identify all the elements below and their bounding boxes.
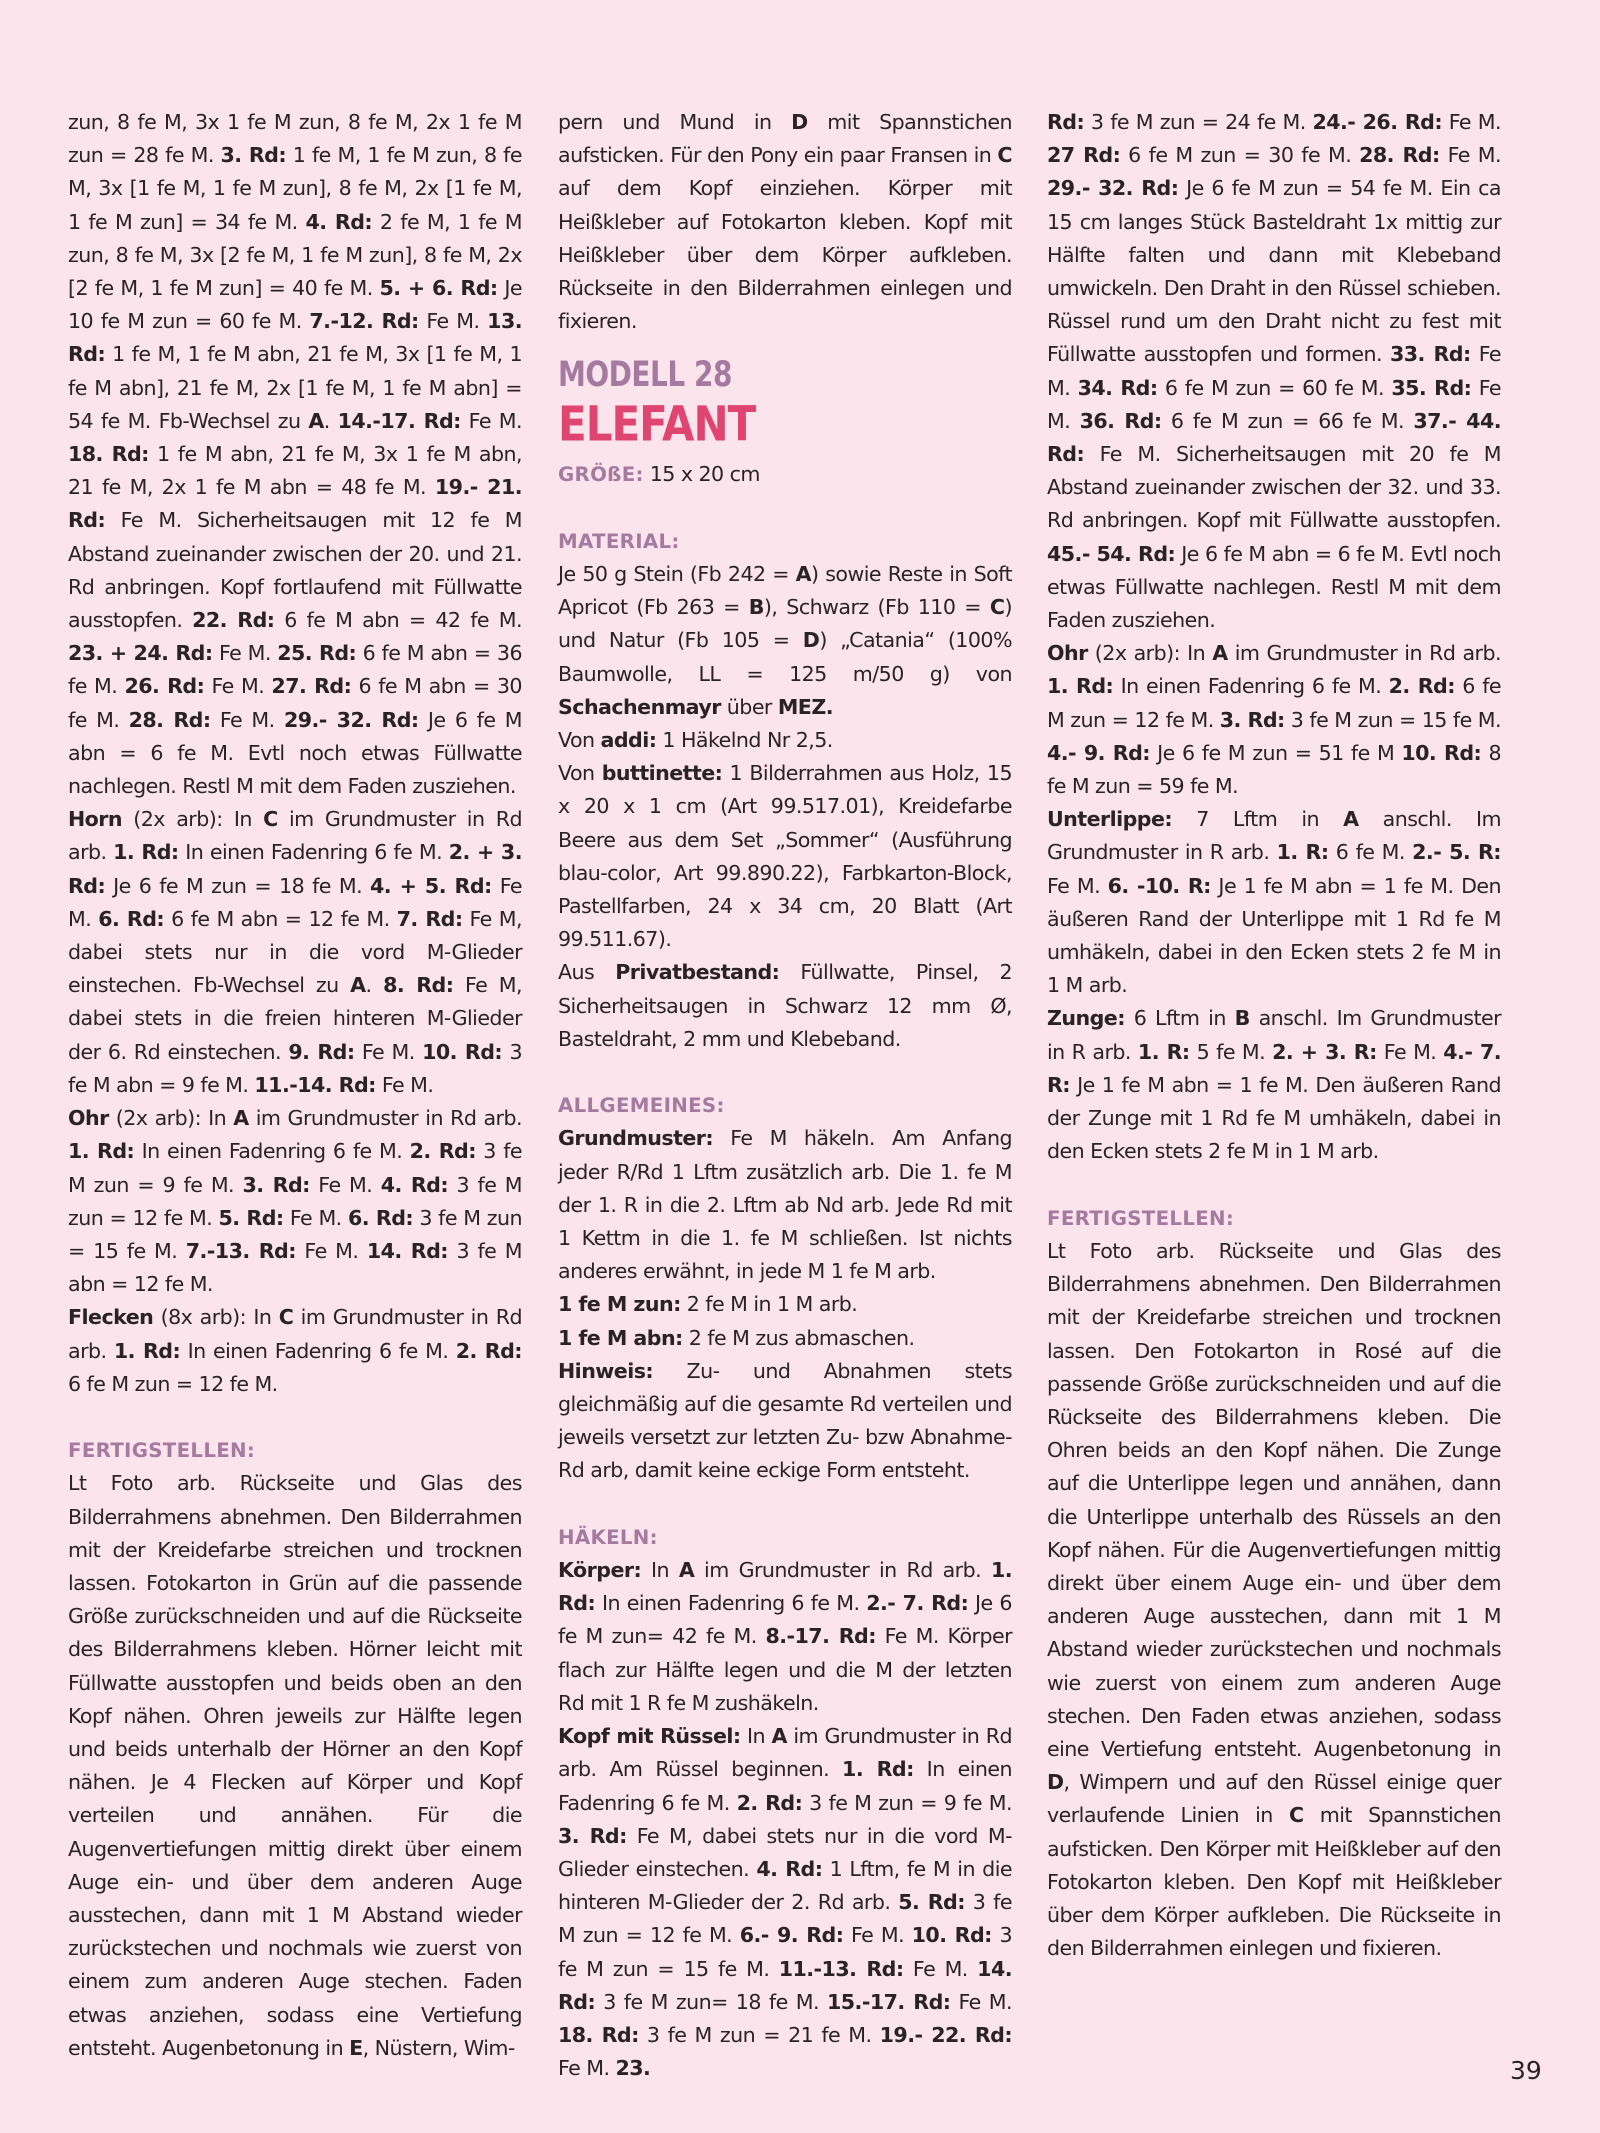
text-run: Fe M. [295,1238,367,1263]
bold-label: A [678,1558,695,1583]
bold-label: 19.- 21. Rd: [68,475,523,533]
bold-label: 1. R: [1276,840,1329,865]
text-run: Fe M. [1047,375,1501,433]
bold-label: 5. Rd: [898,1890,965,1915]
bold-label: 28. Rd: [128,707,211,732]
text-run: 7 Lftm in [1172,807,1344,832]
text-run: 1 Lftm, fe M in die hinteren M-Glieder der 2. Rd arb. [558,1856,1012,1915]
text-run: . [365,973,384,998]
text-run: 6 fe M abn = 12 fe M. [164,906,397,931]
text-run: 6 fe M zun = 30 fe M. [1120,143,1360,168]
bold-label: Körper: [558,1558,642,1583]
bold-label: 10. Rd: [422,1039,503,1064]
text-run: 1 Häkelnd Nr 2,5. [656,728,833,753]
text-run: 6 fe M abn = 36 fe M. [68,641,522,699]
text-run: , Wimpern und auf den Rüssel einige quer verlaufende Linien in [1047,1770,1501,1828]
text-run: über [720,694,778,719]
text-run: In einen Fadenring 6 fe M. [558,1757,1013,1815]
text-run: 2 fe M zus abmaschen. [682,1325,915,1350]
paragraph-material-hook [558,724,1012,757]
text-run: 8 fe M zun = 59 fe M. [1047,740,1501,799]
bold-label: 6. Rd: [347,1205,414,1230]
bold-label: 2.- 7. Rd: [866,1591,969,1616]
text-run: . [323,408,338,433]
text-run: 6 fe M abn = 30 fe M. [68,674,522,732]
bold-label: 14.-17. Rd: [337,408,461,433]
text-run: ) sowie Reste in Soft Apricot (Fb 263 = [558,562,1013,620]
text-run: In [740,1724,772,1749]
bold-label: 7.-13. Rd: [185,1238,296,1263]
bold-label: 2. Rd: [736,1790,803,1815]
bold-label: 1. Rd: [68,1139,135,1164]
text-run: Von [558,761,602,786]
bold-label: 1. Rd: [113,840,179,865]
bold-label: 2.- 5. R: [1412,840,1501,865]
bold-label: D [802,628,820,653]
text-run: Je 1 fe M abn = 1 fe M. Den äußeren Rand der Unterlippe mit 1 Rd fe M umhäkeln, dabei in den Ecken stets 2 fe M in 1 M arb. [1047,873,1502,998]
text-run: Fe M. Sicherheitsaugen mit 20 fe M Abstand zueinander zwischen der 32. und 33. Rd anbringen. Kopf mit Füllwatte ausstopfen. [1047,442,1501,533]
section-heading-crochet: HÄKELN: [558,1525,658,1549]
text-run: anschl. Im Grundmuster in R arb. [1047,1006,1501,1064]
text-run: 3 fe M zun = 9 fe M. [68,1139,523,1197]
bold-label: 25. Rd: [277,641,357,666]
bold-label: 18. Rd: [558,2022,639,2047]
text-run: mit Spannstichen aufsticken. Den Körper mit Heißkleber auf den Fotokarton kleben. Den Kopf mit Heißkleber über dem Körper aufkleben. Die Rückseite in den Bilderrahmen einlegen und fixieren. [1047,1803,1502,1961]
bold-label: 4. Rd: [305,209,373,234]
text-run: 5 fe M. [1189,1039,1273,1064]
text-run: Fe M. [283,1205,348,1230]
text-run: Lt Foto arb. Rückseite und Glas des Bilderrahmens abnehmen. Den Bilderrahmen mit der Kreidefarbe streichen und trocknen lassen. Fotokarton in Grün auf die passende Größe zurückschneiden und auf die Rückseite des Bilderrahmens kleben. Hörner leicht mit Füllwatte ausstopfen und beids oben an den Kopf nähen. Ohren jeweils zur Hälfte legen und beids unterhalb der Hörner an den Kopf nähen. Je 4 Flecken auf Körper und Kopf verteilen und annähen. Für die Augenvertiefungen mittig direkt über einem Auge ein- und über dem anderen Auge ausstechen, dann mit 1 M Abstand wieder zurückstechen und nochmals wie zuerst von einem zum anderen Auge stechen. Faden etwas anziehen, sodass eine Vertiefung entsteht. Augenbetonung in [68,1471,522,2060]
paragraph-material-yarn [558,558,1012,724]
paragraph-continuation [558,106,1012,338]
text-column-2 [558,106,1012,2085]
text-run: Je 6 fe M zun = 18 fe M. [105,873,371,898]
bold-label: 11.-13. Rd: [778,1956,904,1981]
text-run: ) und Natur (Fb 105 = [558,595,1012,653]
section-heading-material: MATERIAL: [558,529,680,553]
bold-label: 5. Rd: [218,1205,284,1230]
text-run: In einen Fadenring 6 fe M. [180,1338,456,1363]
text-run: Fe M. [210,707,284,732]
bold-label: Kopf mit Rüssel: [558,1724,741,1749]
text-run: zun, 8 fe M, 3x 1 fe M zun, 8 fe M, 2x 1 fe M zun = 28 fe M. [68,110,522,168]
text-run: Fe M. Sicherheitsaugen mit 12 fe M Abstand zueinander zwischen der 20. und 21. Rd anbringen. Kopf fortlaufend mit Füllwatte ausstopfen. [68,508,522,633]
bold-label: 34. Rd: [1077,375,1158,400]
paragraph-increase [558,1288,1012,1321]
text-column-1 [68,106,522,2065]
paragraph-spots [68,1301,522,1401]
bold-label: A [795,562,812,587]
text-run: Fe M. [1376,1039,1444,1064]
bold-label: 35. Rd: [1391,375,1472,400]
text-run: Fe M. Körper flach zur Hälfte legen und die M der letzten Rd mit 1 R fe M zushäkeln. [558,1624,1013,1715]
text-run: Fe M. [843,1923,912,1948]
bold-label: 24.- 26. Rd: [1312,110,1443,134]
bold-label: C [989,595,1005,620]
text-run: 1 fe M, 1 fe M abn, 21 fe M, 3x [1 fe M, 1 fe M abn], 21 fe M, 2x [1 fe M, 1 fe M abn] = 54 fe M. Fb-Wechsel zu [68,342,522,433]
bold-label: D [1047,1770,1064,1795]
bold-label: 1. R: [1137,1039,1190,1064]
size-label: GRÖßE: [558,463,644,487]
bold-label: 2. + 3. R: [1272,1039,1377,1064]
text-run: (2x arb): In [1087,641,1213,666]
bold-label: 27 Rd: [1047,143,1121,168]
bold-label: Grundmuster: [558,1126,714,1151]
bold-label: Privatbestand: [615,960,780,985]
text-run: im Grundmuster in Rd arb. [694,1558,991,1583]
text-run: Füllwatte, Pinsel, 2 Sicherheitsaugen in Schwarz 12 mm Ø, Basteldraht, 2 mm und Klebeband. [558,960,1013,1051]
text-run: 1 fe M, 1 fe M zun, 8 fe M, 3x [1 fe M, 1 fe M zun], 8 fe M, 2x [1 fe M, 1 fe M zun] = 34 fe M. [68,143,522,234]
bold-label: 14. Rd: [366,1238,448,1263]
text-column-3 [1047,106,1501,1965]
bold-label: 8.-17. Rd: [765,1624,876,1649]
bold-label: 2. Rd: [1388,674,1455,699]
bold-label: 4.- 7. R: [1047,1039,1501,1097]
bold-label: C [997,143,1012,168]
bold-label: 7.-12. Rd: [309,309,419,334]
text-run: Je 6 fe M abn = 6 fe M. Evtl noch etwas Füllwatte nachlegen. Restl M mit dem Faden zusziehen. [1047,541,1501,633]
text-run: In einen Fadenring 6 fe M. [595,1591,867,1616]
bold-label: 1. Rd: [113,1338,181,1363]
bold-label: Hinweis: [558,1358,654,1383]
bold-label: 29.- 32. Rd: [283,707,419,732]
bold-label: 19.- 22. Rd: [879,2022,1013,2047]
bold-label: 5. + 6. Rd: [379,276,498,301]
bold-label: Ohr [68,1106,109,1131]
text-run: im Grundmuster in Rd arb. [1227,641,1501,666]
paragraph-body [558,1554,1012,1720]
text-run: ) „Catania“ (100% Baumwolle, LL = 125 m/50 g) von [558,628,1012,686]
size-value: 15 x 20 cm [643,462,760,487]
bold-label: D [791,110,808,134]
text-run: 3 fe M zun = 15 fe M. [1284,707,1502,732]
bold-label: MEZ. [777,694,833,719]
bold-label: 23. + 24. Rd: [68,641,213,666]
text-run: Je 10 fe M zun = 60 fe M. [68,276,523,334]
section-heading-finishing: FERTIGSTELLEN: [68,1439,256,1463]
paragraph-head-trunk [558,1720,1012,2085]
bold-label: 2. Rd: [455,1338,522,1363]
text-run: im Grundmuster in Rd arb. [68,807,522,865]
text-run: Lt Foto arb. Rückseite und Glas des Bilderrahmens abnehmen. Den Bilderrahmen mit der Kreidefarbe streichen und trocknen lassen. Den Fotokarton in Rosé auf die passende Größe zurückschneiden und auf die Rückseite des Bilderrahmens kleben. Die Ohren beids an den Kopf nähen. Die Zunge auf die Unterlippe legen und annähen, dann die Unterlippe unterhalb des Rüssels an den Kopf nähen. Für die Augenvertiefungen mittig direkt über einem Auge ein- und über dem anderen Auge ausstechen, dann mit 1 M Abstand wieder zurückstechen und nochmals wie zuerst von einem zum anderen Auge stechen. Den Faden etwas anziehen, sodass eine Vertiefung entsteht. Augenbetonung in [1047,1238,1501,1761]
paragraph-head-continuation [1047,106,1501,637]
model-number-label: MODELL 28 [558,353,732,395]
bold-label: Schachenmayr [558,694,721,719]
text-run: Fe M. [903,1956,978,1981]
bold-label: 4. Rd: [380,1172,449,1197]
text-run: 3 fe M abn = 12 fe M. [68,1238,522,1297]
text-run: Fe M. [1439,143,1501,168]
bold-label: Horn [68,807,123,832]
bold-label: 2. Rd: [409,1139,476,1164]
text-run: im Grundmuster in Rd arb. Am Rüssel beginnen. [558,1724,1012,1782]
text-run: 3 fe M zun = 12 fe M. [558,1890,1012,1948]
text-run: (2x arb): In [122,807,264,832]
bold-label: 33. Rd: [1390,342,1471,367]
text-run: im Grundmuster in Rd arb. [68,1305,522,1363]
text-run: Fe M. [1442,110,1501,134]
page-number: 39 [1510,2056,1542,2085]
bold-label: 3. Rd: [242,1172,310,1197]
bold-label: 4. Rd: [756,1856,823,1881]
paragraph-finishing [68,1467,522,2065]
text-run: Fe M. [375,1072,434,1097]
bold-label: 1 fe M zun: [558,1292,681,1317]
bold-label: 3. Rd: [558,1823,627,1848]
text-run: Fe M. [1047,873,1108,898]
text-run: Zu- und Abnahmen stets gleichmäßig auf die gesamte Rd verteilen und jeweils versetzt zur letzten Zu- bzw Abnahme-Rd arb, damit keine eckige Form entsteht. [558,1358,1012,1483]
text-run: In einen Fadenring 6 fe M. [134,1139,410,1164]
text-run: (2x arb): In [108,1106,234,1131]
text-run: 3 fe M zun = 15 fe M. [558,1923,1012,1981]
bold-label: B [1234,1006,1250,1031]
text-run: 6 fe M zun = 66 fe M. [1161,408,1414,433]
bold-label: C [263,807,278,832]
bold-label: A [233,1106,249,1131]
bold-label: 3. Rd: [1219,707,1285,732]
bold-label: 9. Rd: [288,1039,355,1064]
bold-label: addi: [600,728,657,753]
bold-label: 6. -10. R: [1107,873,1211,898]
text-run: Fe M. [460,408,523,433]
bold-label: B [748,595,764,620]
bold-label: 3. Rd: [220,143,287,168]
bold-label: 4.- 9. Rd: [1047,740,1150,765]
bold-label: 27. Rd: [271,674,352,699]
bold-label: A [1343,807,1359,832]
text-run: 1 fe M abn, 21 fe M, 3x 1 fe M abn, 21 fe M, 2x 1 fe M abn = 48 fe M. [68,442,522,500]
bold-label: 10. Rd: [1401,740,1482,765]
paragraph-ear [68,1102,522,1301]
bold-label: buttinette: [601,761,723,786]
bold-label: Unterlippe: [1047,807,1173,832]
paragraph-ear [1047,637,1501,803]
text-run: In einen Fadenring 6 fe M. [178,840,449,865]
paragraph-finishing [1047,1235,1501,1965]
paragraph-horn [68,803,522,1102]
paragraph-material-private [558,956,1012,1056]
text-run: Fe M. [950,1989,1012,2014]
bold-label: 6. Rd: [98,906,165,931]
bold-label: 36. Rd: [1079,408,1162,433]
paragraph-head-continuation [68,106,522,803]
bold-label: A [1212,641,1228,666]
text-run: Fe M, dabei stets nur in die vord M-Glieder einstechen. [558,1823,1012,1881]
text-run: Je 6 fe M zun= 42 fe M. [558,1591,1012,1649]
bold-label: 23. [615,2056,651,2081]
bold-label: 11.-14. Rd: [254,1072,376,1097]
text-run: Fe M. [212,641,278,666]
bold-label: 1. Rd: [842,1757,914,1782]
text-run: 6 fe M zun = 12 fe M. [68,1371,278,1396]
text-run: Je 6 fe M zun = 54 fe M. Ein ca 15 cm langes Stück Basteldraht 1x mittig zur Hälfte falten und dann mit Klebeband umwickeln. Den Draht in den Rüssel schieben. Rüssel rund um den Draht nicht zu fest mit Füllwatte ausstopfen und formen. [1047,176,1501,367]
text-run: 2 fe M in 1 M arb. [680,1292,858,1317]
text-run: 2 fe M, 1 fe M zun, 8 fe M, 3x [2 fe M, 1 fe M zun], 8 fe M, 2x [2 fe M, 1 fe M zun] = 40 fe M. [68,209,523,301]
bold-label: Rd: [1047,110,1085,134]
text-run: 3 fe M zun = 21 fe M. [638,2022,880,2047]
bold-label: 28. Rd: [1359,143,1440,168]
bold-label: 13. Rd: [68,309,523,367]
text-run: Fe M. [1047,342,1502,400]
text-run: anschl. Im Grundmuster in R arb. [1047,807,1501,865]
paragraph-basic-pattern [558,1122,1012,1288]
text-run: 3 fe M zun = 15 fe M. [68,1205,523,1263]
paragraph-note [558,1355,1012,1488]
text-run: Je 6 fe M zun = 51 fe M [1149,740,1402,765]
paragraph-decrease [558,1322,1012,1355]
bold-label: 1. Rd: [1047,674,1114,699]
bold-label: A [771,1724,787,1749]
model-title: ELEFANT [558,396,756,453]
text-run: In [641,1558,679,1583]
text-run: Fe M. [309,1172,381,1197]
text-run: 6 fe M zun = 12 fe M. [1047,674,1502,732]
text-run: Fe M, dabei stets in die freien hinteren M-Glieder der 6. Rd einstechen. [68,973,522,1064]
bold-label: Zunge: [1047,1006,1125,1031]
text-run: Je 1 fe M abn = 1 fe M. Den äußeren Rand der Zunge mit 1 Rd fe M umhäkeln, dabei in den Ecken stets 2 fe M in 1 M arb. [1047,1072,1501,1164]
text-run: 3 fe M zun= 18 fe M. [595,1989,827,2014]
bold-label: 4. + 5. Rd: [370,873,492,898]
size-line [558,458,1012,491]
bold-label: Ohr [1047,641,1088,666]
bold-label: Flecken [68,1305,154,1330]
bold-label: 22. Rd: [192,608,275,633]
bold-label: 10. Rd: [911,1923,992,1948]
text-run: Fe M. [558,2056,616,2081]
bold-label: 14. Rd: [558,1956,1013,2014]
text-run: Von [558,728,601,753]
bold-label: 18. Rd: [68,442,149,467]
text-run: Fe M. [354,1039,423,1064]
section-heading-general: ALLGEMEINES: [558,1094,725,1118]
text-run: pern und Mund in [558,110,792,134]
text-run: ), Schwarz (Fb 110 = [763,595,990,620]
text-run: Fe M. [418,309,488,334]
paragraph-lower-lip [1047,803,1501,1002]
text-run: 3 fe M zun = 12 fe M. [68,1172,523,1230]
bold-label: C [278,1305,294,1330]
bold-label: 2. + 3. Rd: [68,840,522,898]
text-run: auf dem Kopf einziehen. Körper mit Heißkleber auf Fotokarton kleben. Kopf mit Heißkleber über dem Körper aufkleben. Rückseite in den Bilderrahmen einlegen und fixieren. [558,176,1012,334]
text-run: , Nüstern, Wim- [362,2035,515,2060]
text-run: 6 Lftm in [1124,1006,1235,1031]
text-run: 6 fe M. [1328,840,1413,865]
bold-label: 26. Rd: [124,674,205,699]
bold-label: 29.- 32. Rd: [1047,176,1179,201]
text-run: 3 fe M zun = 9 fe M. [802,1790,1012,1815]
bold-label: 37.- 44. Rd: [1047,408,1502,467]
bold-label: 45.- 54. Rd: [1047,541,1176,566]
bold-label: 1. Rd: [558,1558,1012,1616]
bold-label: A [308,408,324,433]
text-run: 6 fe M zun = 60 fe M. [1157,375,1392,400]
bold-label: C [1288,1803,1304,1828]
text-run: im Grundmuster in Rd arb. [248,1106,522,1131]
text-run: Aus [558,960,616,985]
bold-label: 6.- 9. Rd: [739,1923,844,1948]
bold-label: E [349,2035,363,2060]
bold-label: 15.-17. Rd: [826,1989,951,2014]
text-run: Je 50 g Stein (Fb 242 = [558,562,796,587]
text-run: Fe M, dabei stets nur in die vord M-Glieder einstechen. Fb-Wechsel zu [68,906,523,998]
text-run: Je 6 fe M abn = 6 fe M. Evtl noch etwas Füllwatte nachlegen. Restl M mit dem Faden zusziehen. [68,707,522,799]
text-run: Fe M häkeln. Am Anfang jeder R/Rd 1 Lftm zusätzlich arb. Die 1. fe M der 1. R in die 2. Lftm ab Nd arb. Jede Rd mit 1 Kettm in die 1. fe M schließen. Ist nichts anderes erwähnt, in jede M 1 fe M arb. [558,1126,1012,1284]
text-run: (8x arb): In [153,1305,279,1330]
text-run: Fe M. [68,873,522,931]
paragraph-material-frame [558,757,1012,956]
text-run: In einen Fadenring 6 fe M. [1113,674,1389,699]
text-run: 3 fe M abn = 9 fe M. [68,1039,522,1097]
section-heading-finishing: FERTIGSTELLEN: [1047,1206,1235,1230]
bold-label: 8. Rd: [383,973,454,998]
text-run: Fe M. [204,674,272,699]
text-run: 3 fe M zun = 24 fe M. [1084,110,1313,134]
text-run: 6 fe M abn = 42 fe M. [274,608,522,633]
text-run: mit Spannstichen aufsticken. Für den Pony ein paar Fransen in [558,110,1012,168]
bold-label: A [350,973,366,998]
bold-label: 7. Rd: [396,906,463,931]
bold-label: 1 fe M abn: [558,1325,683,1350]
paragraph-tongue [1047,1002,1501,1168]
text-run: 1 Bilderrahmen aus Holz, 15 x 20 x 1 cm (Art 99.517.01), Kreidefarbe Beere aus dem Set „Sommer“ (Ausführung blau-color, Art 99.890.22), Farbkarton-Block, Pastellfarben, 24 x 34 cm, 20 Blatt (Art 99.511.67). [558,761,1012,952]
